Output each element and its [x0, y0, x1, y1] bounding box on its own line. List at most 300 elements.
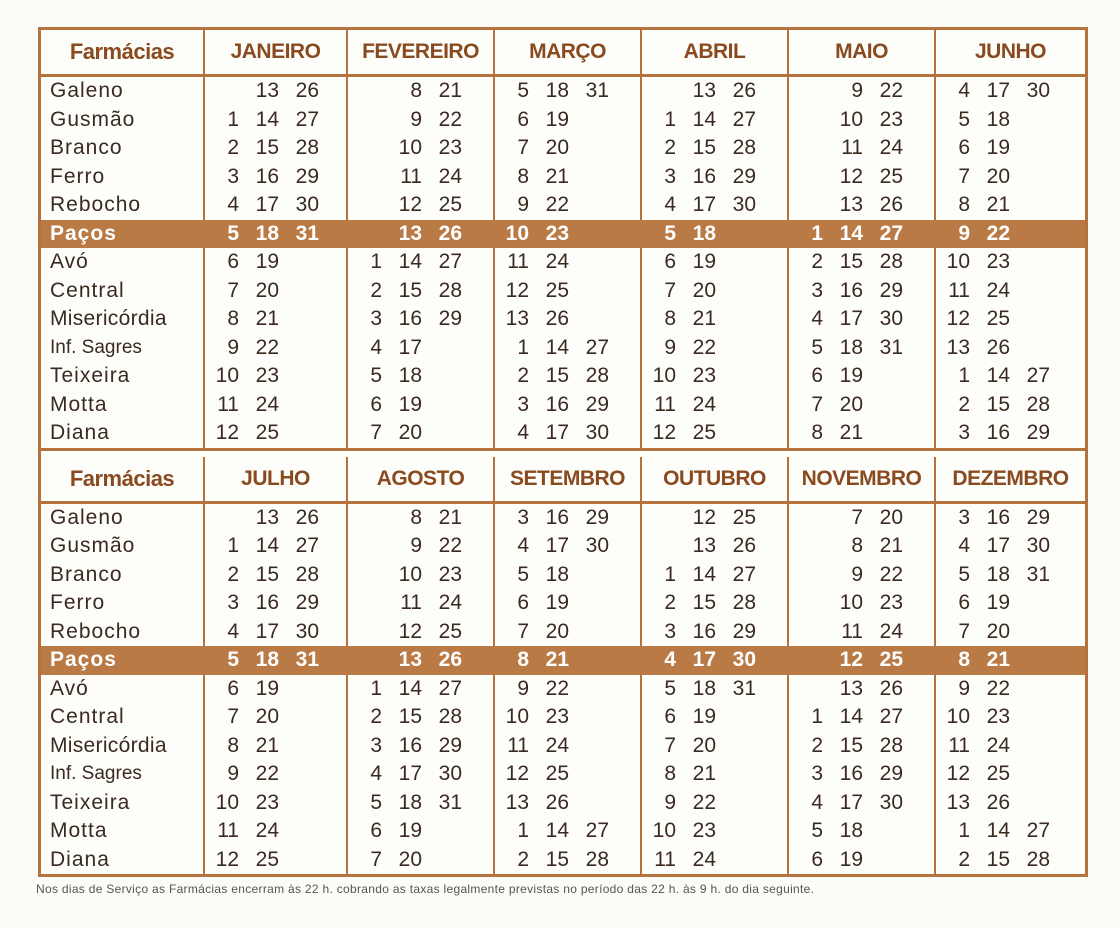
duty-days-cell [348, 675, 495, 704]
duty-day: 16 [839, 278, 863, 302]
duty-day: 3 [811, 278, 823, 302]
duty-day: 27 [879, 221, 903, 245]
table-row [41, 391, 1085, 420]
duty-day: 28 [879, 733, 903, 757]
duty-day: 21 [692, 762, 716, 786]
duty-days-cell [936, 703, 1085, 732]
duty-day: 4 [370, 335, 382, 359]
duty-day: 12 [839, 164, 863, 188]
duty-days-cell [642, 589, 789, 618]
duty-day: 6 [227, 676, 239, 700]
duty-day: 31 [585, 79, 609, 103]
schedule-second-semester [41, 457, 1085, 875]
duty-day: 22 [438, 107, 462, 131]
duty-days-cell [642, 817, 789, 846]
duty-day: 24 [879, 136, 903, 160]
pharmacy-name: Paços [41, 646, 205, 675]
duty-day: 25 [438, 619, 462, 643]
column-header-month: MARÇO [495, 30, 642, 74]
duty-days-cell [348, 391, 495, 420]
column-header-month: JUNHO [974, 40, 1046, 63]
duty-day: 7 [664, 278, 676, 302]
duty-day: 19 [692, 250, 716, 274]
duty-day: 4 [664, 193, 676, 217]
duty-days-cell [495, 419, 642, 448]
duty-days-cell [642, 391, 789, 420]
duty-day: 18 [398, 364, 422, 388]
duty-days-cell [789, 504, 936, 533]
duty-day: 11 [507, 733, 529, 757]
column-header-month: AGOSTO [348, 457, 495, 501]
duty-days-cell [495, 789, 642, 818]
duty-day: 16 [839, 762, 863, 786]
duty-day: 9 [410, 534, 422, 558]
table-row [41, 589, 1085, 618]
duty-day: 29 [438, 733, 462, 757]
duty-day: 4 [227, 193, 239, 217]
duty-day: 4 [811, 790, 823, 814]
duty-days-cell [789, 191, 936, 220]
duty-days-cell [936, 391, 1085, 420]
duty-day: 3 [664, 164, 676, 188]
duty-day: 18 [839, 335, 863, 359]
duty-day: 5 [958, 107, 970, 131]
duty-day: 20 [255, 278, 279, 302]
duty-day: 23 [879, 591, 903, 615]
duty-day: 28 [732, 136, 756, 160]
duty-days-cell [789, 305, 936, 334]
duty-day: 11 [507, 250, 529, 274]
duty-days-cell [789, 163, 936, 192]
duty-day: 12 [946, 762, 970, 786]
duty-day: 25 [732, 505, 756, 529]
pharmacy-name: Branco [41, 134, 205, 163]
duty-day: 20 [255, 705, 279, 729]
duty-days-cell [205, 789, 348, 818]
duty-day: 30 [1026, 534, 1050, 558]
duty-day: 7 [851, 505, 863, 529]
duty-day: 14 [398, 250, 422, 274]
table-row [41, 846, 1085, 875]
duty-days-cell [936, 846, 1085, 875]
duty-day: 11 [654, 847, 676, 871]
duty-day: 29 [295, 591, 319, 615]
table-row [41, 561, 1085, 590]
duty-days-cell [348, 589, 495, 618]
duty-days-cell [495, 817, 642, 846]
duty-days-cell [495, 362, 642, 391]
duty-days-cell [642, 532, 789, 561]
table-row-highlighted [41, 220, 1085, 249]
duty-days-cell [642, 163, 789, 192]
duty-day: 18 [692, 676, 716, 700]
duty-day: 23 [255, 790, 279, 814]
duty-day: 13 [505, 307, 529, 331]
duty-day: 26 [295, 79, 319, 103]
duty-day: 4 [958, 534, 970, 558]
table-row [41, 618, 1085, 647]
table-row [41, 248, 1085, 277]
duty-days-cell [642, 846, 789, 875]
duty-day: 24 [692, 847, 716, 871]
duty-days-cell [205, 334, 348, 363]
duty-day: 18 [255, 648, 279, 672]
duty-day: 22 [986, 676, 1010, 700]
duty-day: 27 [1026, 364, 1050, 388]
duty-day: 29 [585, 505, 609, 529]
duty-days-cell [348, 789, 495, 818]
duty-day: 17 [255, 193, 279, 217]
duty-days-cell [348, 191, 495, 220]
duty-day: 27 [295, 534, 319, 558]
duty-day: 12 [398, 619, 422, 643]
duty-days-cell [205, 77, 348, 106]
duty-day: 3 [517, 392, 529, 416]
duty-day: 3 [517, 505, 529, 529]
duty-day: 10 [652, 819, 676, 843]
duty-day: 19 [398, 819, 422, 843]
duty-days-cell [205, 817, 348, 846]
duty-days-cell [789, 106, 936, 135]
duty-day: 7 [227, 278, 239, 302]
pharmacy-name: Teixeira [41, 362, 205, 391]
duty-day: 10 [946, 705, 970, 729]
duty-day: 30 [1026, 79, 1050, 103]
duty-day: 2 [517, 847, 529, 871]
duty-day: 5 [227, 221, 239, 245]
duty-days-cell [495, 760, 642, 789]
duty-day: 17 [986, 79, 1010, 103]
duty-day: 8 [410, 79, 422, 103]
duty-day: 28 [585, 847, 609, 871]
pharmacy-name: Rebocho [41, 618, 205, 647]
duty-day: 1 [517, 819, 529, 843]
duty-day: 1 [227, 107, 239, 131]
duty-day: 2 [370, 705, 382, 729]
pharmacy-name: Misericórdia [41, 305, 205, 334]
duty-day: 5 [958, 562, 970, 586]
duty-day: 16 [398, 307, 422, 331]
pharmacy-schedule-table [38, 27, 1088, 877]
duty-day: 8 [664, 762, 676, 786]
duty-days-cell [789, 732, 936, 761]
duty-day: 18 [545, 562, 569, 586]
duty-days-cell [936, 191, 1085, 220]
duty-day: 23 [986, 250, 1010, 274]
duty-day: 26 [732, 79, 756, 103]
column-header-month: NOVEMBRO [789, 457, 936, 501]
duty-day: 21 [438, 505, 462, 529]
duty-day: 10 [215, 364, 239, 388]
duty-day: 19 [398, 392, 422, 416]
duty-day: 27 [732, 107, 756, 131]
duty-day: 26 [986, 335, 1010, 359]
duty-day: 29 [732, 619, 756, 643]
duty-day: 24 [545, 733, 569, 757]
duty-day: 19 [692, 705, 716, 729]
table-row [41, 760, 1085, 789]
pharmacy-name: Galeno [41, 77, 205, 106]
duty-day: 24 [879, 619, 903, 643]
duty-day: 23 [692, 819, 716, 843]
duty-day: 7 [811, 392, 823, 416]
duty-day: 13 [398, 221, 422, 245]
duty-day: 16 [692, 164, 716, 188]
duty-day: 5 [227, 648, 239, 672]
duty-day: 18 [255, 221, 279, 245]
duty-days-cell [642, 732, 789, 761]
duty-day: 25 [545, 762, 569, 786]
duty-days-cell [348, 817, 495, 846]
duty-days-cell [348, 163, 495, 192]
pharmacy-name: Paços [41, 220, 205, 249]
duty-day: 16 [545, 392, 569, 416]
table-row [41, 732, 1085, 761]
duty-days-cell [495, 106, 642, 135]
table-row [41, 703, 1085, 732]
duty-days-cell [789, 675, 936, 704]
duty-days-cell [642, 504, 789, 533]
duty-day: 14 [986, 819, 1010, 843]
duty-days-cell [495, 220, 642, 249]
duty-day: 6 [811, 847, 823, 871]
duty-day: 21 [255, 733, 279, 757]
duty-day: 11 [217, 392, 239, 416]
table-row [41, 191, 1085, 220]
duty-day: 18 [986, 562, 1010, 586]
duty-day: 25 [545, 278, 569, 302]
duty-day: 29 [438, 307, 462, 331]
duty-days-cell [642, 277, 789, 306]
duty-day: 14 [692, 107, 716, 131]
duty-days-cell [495, 846, 642, 875]
duty-day: 24 [438, 164, 462, 188]
duty-day: 16 [692, 619, 716, 643]
duty-days-cell [495, 248, 642, 277]
duty-day: 15 [398, 278, 422, 302]
duty-day: 17 [692, 193, 716, 217]
duty-days-cell [348, 220, 495, 249]
duty-days-cell [495, 277, 642, 306]
duty-days-cell [789, 362, 936, 391]
duty-day: 24 [438, 591, 462, 615]
duty-day: 15 [255, 136, 279, 160]
duty-days-cell [936, 77, 1085, 106]
duty-days-cell [642, 220, 789, 249]
duty-days-cell [642, 334, 789, 363]
duty-day: 31 [295, 221, 319, 245]
duty-day: 6 [517, 107, 529, 131]
duty-days-cell [205, 760, 348, 789]
duty-day: 2 [664, 591, 676, 615]
duty-day: 31 [1026, 562, 1050, 586]
duty-day: 19 [839, 847, 863, 871]
duty-days-cell [642, 134, 789, 163]
duty-day: 2 [811, 250, 823, 274]
duty-day: 8 [811, 421, 823, 445]
column-header-month: ABRIL [642, 30, 789, 74]
duty-day: 9 [517, 193, 529, 217]
duty-day: 12 [398, 193, 422, 217]
duty-day: 8 [227, 307, 239, 331]
duty-day: 21 [839, 421, 863, 445]
duty-days-cell [348, 732, 495, 761]
duty-days-cell [205, 561, 348, 590]
footer-note: Nos dias de Serviço as Farmácias encerram às 22 h. cobrando as taxas legalmente previstas no período das 22 h. às 9 h. do dia seguinte. [36, 882, 815, 896]
duty-day: 27 [295, 107, 319, 131]
duty-day: 30 [585, 534, 609, 558]
duty-days-cell [789, 589, 936, 618]
duty-day: 19 [545, 591, 569, 615]
duty-day: 17 [839, 790, 863, 814]
duty-days-cell [789, 277, 936, 306]
duty-days-cell [642, 561, 789, 590]
duty-day: 20 [398, 421, 422, 445]
duty-day: 17 [255, 619, 279, 643]
duty-day: 10 [505, 221, 529, 245]
duty-day: 14 [839, 221, 863, 245]
duty-day: 9 [664, 790, 676, 814]
duty-days-cell [936, 334, 1085, 363]
duty-day: 19 [255, 250, 279, 274]
table-row [41, 277, 1085, 306]
duty-days-cell [348, 248, 495, 277]
duty-days-cell [205, 732, 348, 761]
duty-day: 8 [958, 648, 970, 672]
duty-days-cell [348, 646, 495, 675]
column-header-month: DEZEMBRO [952, 466, 1069, 490]
duty-days-cell [348, 703, 495, 732]
duty-day: 20 [986, 619, 1010, 643]
duty-day: 17 [986, 534, 1010, 558]
duty-day: 2 [370, 278, 382, 302]
duty-day: 17 [545, 421, 569, 445]
duty-day: 15 [398, 705, 422, 729]
duty-days-cell [642, 703, 789, 732]
duty-days-cell [205, 248, 348, 277]
duty-day: 10 [215, 790, 239, 814]
duty-day: 14 [839, 705, 863, 729]
duty-day: 26 [545, 790, 569, 814]
duty-day: 19 [986, 136, 1010, 160]
duty-days-cell [495, 504, 642, 533]
duty-day: 8 [958, 193, 970, 217]
duty-days-cell [348, 504, 495, 533]
duty-days-cell [642, 248, 789, 277]
pharmacy-name: Gusmão [41, 106, 205, 135]
duty-days-cell [936, 362, 1085, 391]
duty-day: 10 [398, 136, 422, 160]
duty-day: 29 [732, 164, 756, 188]
pharmacy-name: Motta [41, 817, 205, 846]
duty-days-cell [789, 618, 936, 647]
duty-day: 26 [545, 307, 569, 331]
duty-day: 18 [545, 79, 569, 103]
duty-day: 19 [545, 107, 569, 131]
duty-day: 12 [692, 505, 716, 529]
duty-day: 30 [732, 193, 756, 217]
table-row [41, 305, 1085, 334]
duty-day: 30 [295, 619, 319, 643]
duty-days-cell [936, 220, 1085, 249]
duty-days-cell [642, 77, 789, 106]
duty-days-cell [642, 646, 789, 675]
pharmacy-name: Teixeira [41, 789, 205, 818]
duty-day: 28 [295, 562, 319, 586]
duty-day: 9 [227, 335, 239, 359]
duty-day: 14 [255, 534, 279, 558]
duty-day: 9 [664, 335, 676, 359]
duty-day: 22 [545, 193, 569, 217]
duty-day: 26 [438, 648, 462, 672]
table-row [41, 817, 1085, 846]
duty-day: 22 [255, 335, 279, 359]
table-row [41, 334, 1085, 363]
duty-day: 21 [879, 534, 903, 558]
duty-day: 9 [227, 762, 239, 786]
duty-day: 2 [664, 136, 676, 160]
duty-days-cell [495, 732, 642, 761]
duty-day: 30 [295, 193, 319, 217]
duty-day: 3 [227, 591, 239, 615]
pharmacy-name: Ferro [41, 163, 205, 192]
duty-day: 23 [692, 364, 716, 388]
duty-days-cell [789, 561, 936, 590]
pharmacy-name: Ferro [41, 589, 205, 618]
table-divider [41, 448, 1085, 457]
duty-days-cell [789, 334, 936, 363]
duty-days-cell [495, 646, 642, 675]
duty-day: 26 [986, 790, 1010, 814]
duty-day: 28 [732, 591, 756, 615]
duty-day: 19 [255, 676, 279, 700]
duty-days-cell [642, 760, 789, 789]
duty-day: 11 [948, 733, 970, 757]
duty-day: 6 [958, 136, 970, 160]
duty-day: 21 [255, 307, 279, 331]
table-row [41, 106, 1085, 135]
duty-day: 21 [692, 307, 716, 331]
duty-days-cell [205, 532, 348, 561]
duty-day: 20 [692, 278, 716, 302]
pharmacy-name: Diana [41, 846, 205, 875]
duty-days-cell [495, 532, 642, 561]
duty-day: 25 [255, 421, 279, 445]
duty-day: 21 [438, 79, 462, 103]
duty-days-cell [348, 532, 495, 561]
duty-day: 25 [438, 193, 462, 217]
duty-days-cell [495, 391, 642, 420]
duty-day: 12 [505, 278, 529, 302]
duty-day: 20 [839, 392, 863, 416]
duty-days-cell [495, 191, 642, 220]
duty-days-cell [789, 817, 936, 846]
duty-day: 27 [438, 250, 462, 274]
duty-day: 5 [811, 335, 823, 359]
duty-day: 1 [958, 819, 970, 843]
duty-day: 4 [517, 534, 529, 558]
duty-day: 23 [255, 364, 279, 388]
duty-day: 29 [879, 278, 903, 302]
duty-day: 22 [692, 790, 716, 814]
duty-days-cell [936, 760, 1085, 789]
duty-day: 16 [545, 505, 569, 529]
duty-day: 2 [958, 392, 970, 416]
duty-day: 20 [398, 847, 422, 871]
duty-day: 26 [295, 505, 319, 529]
pharmacy-name: Galeno [41, 504, 205, 533]
column-header-month: OUTUBRO [642, 457, 789, 501]
